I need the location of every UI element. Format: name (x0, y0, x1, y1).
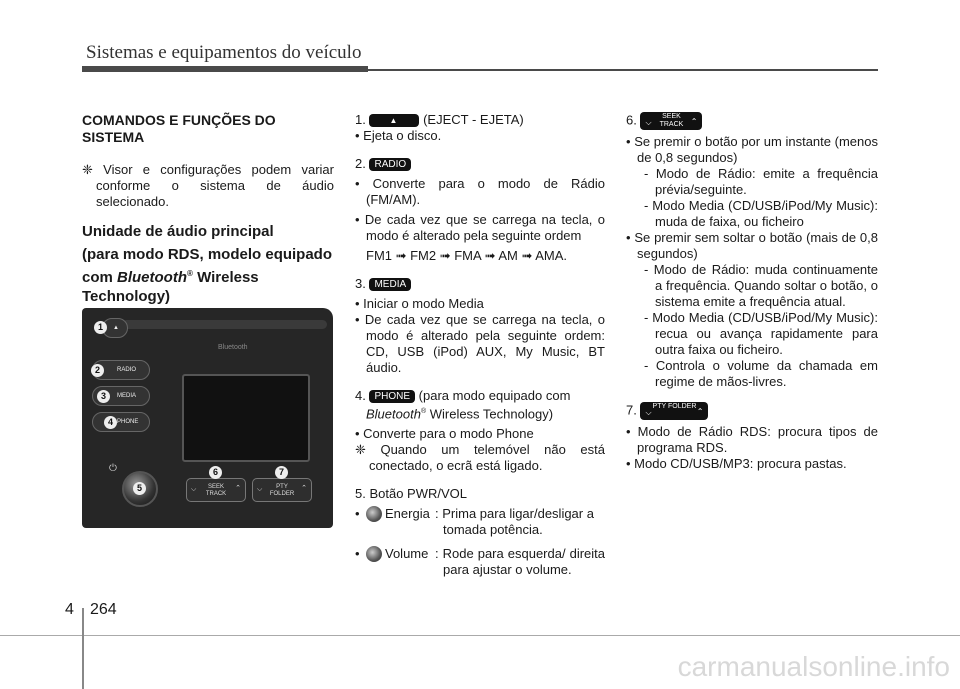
item-2-radio: 2. RADIO (355, 156, 605, 172)
chevron-down-icon: ⌵ (257, 486, 263, 493)
eject-button[interactable]: ▲ (102, 318, 128, 338)
item-1-bullet: • Ejeta o disco. (355, 128, 442, 143)
item-2-bullet-1: • Converte para o modo de Rádio (FM/AM). (355, 176, 605, 207)
watermark: carmanualsonline.info (677, 651, 950, 682)
item-4-note: ❈ Quando um telemóvel não está conectado, o ecrã está ligado. (355, 442, 605, 474)
subtitle-main-unit: Unidade de áudio principal (82, 223, 274, 240)
power-icon: ⏻ (109, 463, 117, 474)
item-1-eject: 1. ▲ (EJECT - EJETA) (355, 112, 605, 128)
item-6-sub-1: - Modo de Rádio: emite a frequência prévia/seguinte. (644, 166, 878, 197)
item-4-phone: 4. PHONE (para modo equipado com (355, 388, 571, 403)
knob-rotate-icon (366, 546, 382, 562)
chevron-up-icon: ⌃ (235, 485, 241, 492)
display-screen (182, 374, 310, 462)
item-6-sub-3: - Modo de Rádio: muda continuamente a frequência. Quando soltar o botão, o sistema emite a frequência atual. (644, 262, 878, 309)
item-4-bluetooth-line: Bluetooth® Wireless Technology) (366, 406, 554, 422)
footer-divider (82, 608, 84, 689)
knob-press-icon (366, 506, 382, 522)
callout-1: 1 (94, 321, 107, 334)
item-5-title: 5. Botão PWR/VOL (355, 486, 467, 502)
seek-track-key-icon: ⌵ SEEK TRACK ⌃ (640, 112, 702, 130)
item-6-sub-5: - Controla o volume da chamada em regime de mãos-livres. (644, 358, 878, 389)
item-3-media: 3. MEDIA (355, 276, 605, 292)
audio-head-unit-illustration (82, 308, 333, 528)
item-2-bullet-2: • De cada vez que se carrega na tecla, o modo é alterado pela seguinte ordem (355, 212, 605, 243)
item-7-bullet-1: • Modo de Rádio RDS: procura tipos de programa RDS. (626, 424, 878, 455)
pty-folder-button[interactable]: ⌵ PTY FOLDER ⌃ (252, 478, 312, 502)
item-5-volume: • Volume : Rode para esquerda/ direita para ajustar o volume. (355, 546, 605, 578)
phone-button[interactable]: PHONE (92, 412, 150, 432)
pty-folder-key-icon: ⌵ PTY FOLDER ⌃ (640, 402, 708, 420)
item-7-pty: 7. ⌵ PTY FOLDER ⌃ (626, 402, 878, 420)
footer-rule (0, 635, 960, 636)
subtitle-rds-model: (para modo RDS, modelo equipado com Bluetooth® Wireless Technology) (82, 246, 333, 305)
item-7-bullet-2: • Modo CD/USB/MP3: procura pastas. (626, 456, 847, 471)
item-3-bullet-2: • De cada vez que se carrega na tecla, o modo é alterado pela seguinte ordem: CD, USB (iPod) AUX, My Music, BT áudio. (355, 312, 605, 375)
callout-5: 5 (133, 482, 146, 495)
column-right (626, 112, 878, 472)
item-2-sequence: FM1 ➟ FM2 ➟ FMA ➟ AM ➟ AMA. (366, 248, 568, 263)
item-6-seek: 6. ⌵ SEEK TRACK ⌃ (626, 112, 878, 130)
display-note: ❈ Visor e configurações podem variar conforme o sistema de áudio selecionado. (82, 162, 334, 209)
item-6-bullet-1: • Se premir o botão por um instante (menos de 0,8 segundos) (626, 134, 878, 165)
radio-key-icon: RADIO (369, 158, 411, 171)
chevron-up-icon: ⌃ (301, 485, 307, 492)
chapter-number: 4 (65, 601, 74, 618)
seek-track-button[interactable]: ⌵ SEEK TRACK ⌃ (186, 478, 246, 502)
item-6-bullet-2: • Se premir sem soltar o botão (mais de 0,8 segundos) (626, 230, 878, 261)
item-3-bullet-1: • Iniciar o modo Media (355, 296, 484, 311)
callout-3: 3 (97, 390, 110, 403)
media-key-icon: MEDIA (369, 278, 411, 291)
column-middle (355, 112, 605, 578)
eject-icon (369, 114, 419, 127)
chevron-down-icon: ⌵ (191, 486, 197, 493)
callout-2: 2 (91, 364, 104, 377)
page-number: 264 (90, 601, 117, 618)
header-title: Sistemas e equipamentos do veículo (86, 42, 362, 63)
header-rule-thin (368, 69, 878, 71)
callout-6: 6 (209, 466, 222, 479)
header-rule-thick (82, 66, 368, 72)
column-left (82, 112, 334, 306)
item-6-sub-4: - Modo Media (CD/USB/iPod/My Music): recua ou avança rapidamente para outra faixa ou ficheiro. (644, 310, 878, 357)
item-6-sub-2: - Modo Media (CD/USB/iPod/My Music): muda de faixa, ou ficheiro (644, 198, 878, 229)
section-title: COMANDOS E FUNÇÕES DO SISTEMA (82, 112, 276, 145)
callout-7: 7 (275, 466, 288, 479)
cd-slot (122, 320, 327, 329)
callout-4: 4 (104, 416, 117, 429)
bluetooth-label: Bluetooth (218, 344, 248, 351)
radio-button[interactable]: RADIO (92, 360, 150, 380)
media-button[interactable]: MEDIA (92, 386, 150, 406)
phone-key-icon: PHONE (369, 390, 415, 403)
item-4-bullet-1: • Converte para o modo Phone (355, 426, 534, 442)
item-5-power: • Energia : Prima para ligar/desligar a tomada potência. (355, 506, 594, 538)
